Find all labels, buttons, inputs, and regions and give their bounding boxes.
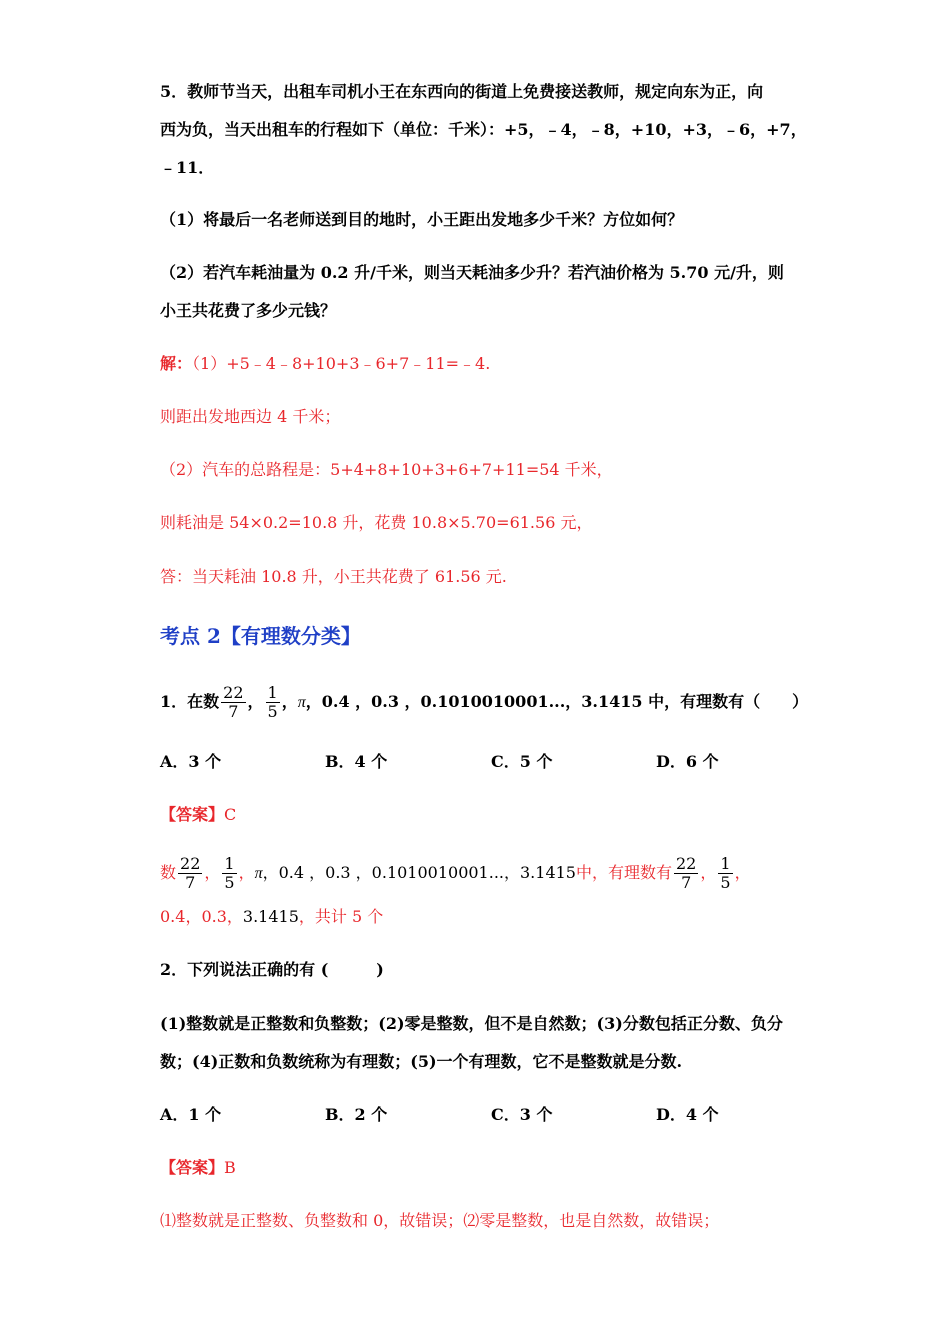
fraction-1-5 xyxy=(718,855,732,892)
exp-line2b: 3.1415 xyxy=(242,907,299,926)
q1-stem xyxy=(160,680,808,725)
fraction-numerator: 22 xyxy=(180,854,201,873)
fraction-numerator: 22 xyxy=(223,683,244,702)
q5-line2: 西为负，当天出租车的行程如下（单位：千米）：+5，﹣4，﹣8，+10，+3，﹣6，+7， xyxy=(160,120,807,139)
fraction-numerator: 1 xyxy=(267,683,278,702)
comma: ， xyxy=(247,692,264,711)
q2-option-b[interactable]: B．2 个 xyxy=(325,1105,388,1124)
q5-answer-3: （2）汽车的总路程是：5+4+8+10+3+6+7+11=54 千米， xyxy=(160,460,613,479)
fraction-numerator: 1 xyxy=(720,854,731,873)
fraction-denominator: 5 xyxy=(720,873,731,892)
q5-answer-label: 解： xyxy=(160,354,193,373)
fraction-denominator: 7 xyxy=(681,873,692,892)
fraction-22-7 xyxy=(178,855,202,892)
fraction-1-5 xyxy=(266,684,280,721)
q1-option-d[interactable]: D．6 个 xyxy=(656,752,719,771)
q5-sub1: （1）将最后一名老师送到目的地时，小王距出发地多少千米？方位如何？ xyxy=(160,210,684,229)
q1-option-c[interactable]: C．5 个 xyxy=(491,752,553,771)
exp-line2c: ，共计 5 个 xyxy=(298,907,384,926)
fraction-numerator: 1 xyxy=(224,854,235,873)
comma: ， xyxy=(204,863,221,882)
q2-line1: (1)整数就是正整数和负整数；(2)零是整数，但不是自然数；(3)分数包括正分数、负分 xyxy=(160,1014,783,1033)
q2-line2: 数；(4)正数和负数统称为有理数；(5)一个有理数，它不是整数就是分数. xyxy=(160,1052,683,1071)
fraction-denominator: 7 xyxy=(228,702,239,721)
fraction-denominator: 5 xyxy=(224,873,235,892)
exp-prefix: 数 xyxy=(160,863,177,882)
answer-label: 【答案】 xyxy=(160,805,225,824)
q1-option-a[interactable]: A．3 个 xyxy=(160,752,222,771)
answer-value: B xyxy=(224,1158,236,1177)
q2-stem: 2．下列说法正确的有 ( ) xyxy=(160,960,384,979)
q5-line1: 5．教师节当天，出租车司机小王在东西向的街道上免费接送教师，规定向东为正，向 xyxy=(160,82,764,101)
answer-value: C xyxy=(224,805,237,824)
q2-answer xyxy=(160,1156,236,1180)
exp-mid2: 中，有理数有 xyxy=(575,863,672,882)
fraction-1-5 xyxy=(222,855,236,892)
q2-option-d[interactable]: D．4 个 xyxy=(656,1105,719,1124)
fraction-denominator: 7 xyxy=(185,873,196,892)
answer-label: 【答案】 xyxy=(160,1158,225,1177)
comma: ， xyxy=(281,692,298,711)
comma: ， xyxy=(734,863,751,882)
q1-option-b[interactable]: B．4 个 xyxy=(325,752,388,771)
q1-explanation-line2 xyxy=(160,905,383,929)
q5-answer-4: 则耗油是 54×0.2=10.8 升，花费 10.8×5.70=61.56 元， xyxy=(160,513,593,532)
fraction-22-7 xyxy=(221,684,245,721)
q5-answer-5: 答：当天耗油 10.8 升，小王共花费了 61.56 元. xyxy=(160,567,507,586)
pi-symbol: π xyxy=(297,694,306,711)
section-title: 考点 2【有理数分类】 xyxy=(160,624,361,648)
pi-symbol: π xyxy=(254,865,263,882)
exp-line2a: 0.4，0.3， xyxy=(160,907,243,926)
fraction-numerator: 22 xyxy=(676,854,697,873)
q2-explanation: ⑴整数就是正整数、负整数和 0，故错误；⑵零是整数，也是自然数，故错误； xyxy=(160,1211,720,1230)
exp-mid: ，0.4 ，0.3 ，0.1010010001...，3.1415 xyxy=(262,863,576,882)
q1-explanation-line1 xyxy=(160,851,751,896)
fraction-denominator: 5 xyxy=(267,702,278,721)
q5-sub2b: 小王共花费了多少元钱？ xyxy=(160,301,337,320)
q5-answer-1 xyxy=(160,352,490,376)
q2-option-c[interactable]: C．3 个 xyxy=(491,1105,553,1124)
q1-rest: ，0.4 ，0.3 ，0.1010010001...，3.1415 中，有理数有（ ） xyxy=(305,692,809,711)
comma: ， xyxy=(700,863,717,882)
q5-answer-1-text: （1）+5﹣4﹣8+10+3﹣6+7﹣11=﹣4. xyxy=(192,354,491,373)
q5-line3: ﹣11． xyxy=(160,158,215,177)
q1-answer xyxy=(160,803,236,827)
fraction-22-7 xyxy=(674,855,698,892)
q5-answer-2: 则距出发地西边 4 千米； xyxy=(160,407,341,426)
q1-prefix: 1．在数 xyxy=(160,692,220,711)
q5-sub2a: （2）若汽车耗油量为 0.2 升/千米，则当天耗油多少升？若汽油价格为 5.70 元/升，则 xyxy=(160,263,784,282)
comma: ， xyxy=(238,863,255,882)
q2-option-a[interactable]: A．1 个 xyxy=(160,1105,222,1124)
